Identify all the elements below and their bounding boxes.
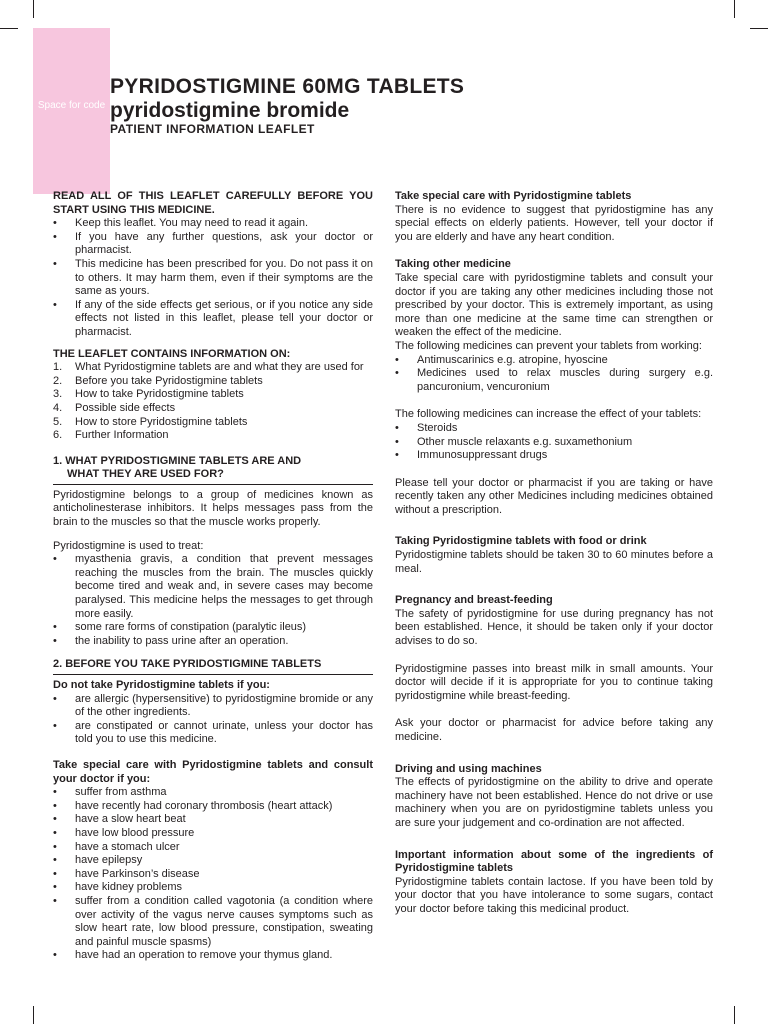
- code-placeholder-box: [33, 28, 110, 194]
- list-item: • Antimuscarinics e.g. atropine, hyoscine: [395, 353, 608, 366]
- increase-intro: The following medicines can increase the effect of your tablets:: [395, 408, 702, 421]
- list-item: • This medicine has been prescribed for you. Do not pass it on to others. It may harm them, even if their symptoms are the same as yours.: [53, 257, 373, 298]
- elderly-text: There is no evidence to suggest that pyridostigmine has any special effects on elderly patients. However, tell your doctor if you are elderly and have any heart condition.: [395, 203, 713, 243]
- crop-mark-bottom-left: [33, 1006, 34, 1024]
- list-item: 2. Before you take Pyridostigmine tablets: [53, 374, 263, 387]
- list-item: • have a stomach ulcer: [53, 840, 180, 853]
- list-item: • are constipated or cannot urinate, unless your doctor has told you to use this medicine.: [53, 719, 373, 746]
- list-item: • Other muscle relaxants e.g. suxamethonium: [395, 435, 633, 448]
- leaflet-type: PATIENT INFORMATION LEAFLET: [110, 122, 315, 136]
- food-drink-heading: Taking Pyridostigmine tablets with food or drink: [395, 535, 647, 548]
- other-medicine-text: Take special care with pyridostigmine tablets and consult your doctor if you are taking any other medicines including those not prescribed by your doctor. This is extremely important, as using more than one medicine at the same time can strengthen or weaken the effect of the medicine.: [395, 271, 713, 339]
- list-item: • have recently had coronary thrombosis (heart attack): [53, 799, 333, 812]
- list-item: 6. Further Information: [53, 429, 169, 442]
- special-care-list: [53, 786, 373, 963]
- list-item: • are allergic (hypersensitive) to pyridostigmine bromide or any of the other ingredients.: [53, 692, 373, 719]
- increase-list: [395, 422, 713, 463]
- section1-heading: 1. WHAT PYRIDOSTIGMINE TABLETS ARE AND WHAT THEY ARE USED FOR?: [53, 455, 373, 485]
- intro-bullet-list: [53, 217, 373, 339]
- special-care-heading: Take special care with Pyridostigmine tablets and consult your doctor if you:: [53, 758, 373, 785]
- list-item: • have a slow heart beat: [53, 813, 186, 826]
- list-item: 5. How to store Pyridostigmine tablets: [53, 415, 248, 428]
- list-item: • Immunosuppressant drugs: [395, 449, 548, 462]
- pregnancy-text-1: The safety of pyridostigmine for use during pregnancy has not been established. Hence, it should be taken only if your doctor advises to do so.: [395, 607, 713, 648]
- list-item: • Medicines used to relax muscles during surgery e.g. pancuronium, vencuronium: [395, 367, 713, 393]
- contents-list: [53, 361, 373, 443]
- list-item: • have kidney problems: [53, 881, 183, 894]
- prevent-list: [395, 354, 713, 395]
- ingredients-text: Pyridostigmine tablets contain lactose. If you have been told by your doctor that you have intolerance to some sugars, contact your doctor before taking this medicinal product.: [395, 875, 713, 915]
- elderly-heading: Take special care with Pyridostigmine tablets: [395, 190, 632, 202]
- driving-heading: Driving and using machines: [395, 762, 542, 775]
- contents-heading: THE LEAFLET CONTAINS INFORMATION ON:: [53, 347, 291, 360]
- tell-doctor-text: Please tell your doctor or pharmacist if you are taking or have recently taken any other Medicines including medicines obtained without a prescription.: [395, 476, 713, 516]
- crop-mark-top-right: [734, 0, 735, 18]
- ingredients-heading: Important information about some of the ingredients of Pyridostigmine tablets: [395, 848, 713, 875]
- list-item: • some rare forms of constipation (paralytic ileus): [53, 621, 307, 634]
- crop-mark-right-top: [750, 28, 768, 29]
- do-not-take-heading: Do not take Pyridostigmine tablets if you:: [53, 679, 270, 691]
- code-placeholder-label: Space for code: [37, 100, 106, 111]
- food-drink-text: Pyridostigmine tablets should be taken 30 to 60 minutes before a meal.: [395, 549, 713, 575]
- list-item: • have epilepsy: [53, 854, 143, 867]
- pregnancy-text-2: Pyridostigmine passes into breast milk in small amounts. Your doctor will decide if it is appropriate for you to continue taking pyridostigmine while breast-feeding.: [395, 662, 713, 702]
- pregnancy-heading: Pregnancy and breast-feeding: [395, 594, 553, 607]
- list-item: • the inability to pass urine after an operation.: [53, 634, 289, 647]
- right-column: [395, 190, 713, 917]
- section1-para2: Pyridostigmine is used to treat:: [53, 539, 204, 552]
- crop-mark-top-left: [33, 0, 34, 18]
- intro-heading: READ ALL OF THIS LEAFLET CAREFULLY BEFORE YOU START USING THIS MEDICINE.: [53, 190, 373, 216]
- list-item: • have Parkinson’s disease: [53, 867, 200, 880]
- driving-text: The effects of pyridostigmine on the ability to drive and operate machinery have not been established. Hence do not drive or use machinery when you are on pyridostigmine tablets unless you are sure your judgement and co-ordination are not affected.: [395, 776, 713, 829]
- list-item: 4. Possible side effects: [53, 401, 176, 414]
- list-item: 3. How to take Pyridostigmine tablets: [53, 388, 244, 401]
- prevent-intro: The following medicines can prevent your tablets from working:: [395, 339, 702, 352]
- list-item: • suffer from a condition called vagotonia (a condition where over activity of the vagus nerve causes symptoms such as slow heart rate, low blood pressure, constipation, sweating and painful muscle spasms): [53, 894, 373, 948]
- product-subtitle: pyridostigmine bromide: [110, 99, 350, 122]
- list-item: • If you have any further questions, ask your doctor or pharmacist.: [53, 230, 373, 257]
- crop-mark-left-top: [0, 28, 18, 29]
- product-title: PYRIDOSTIGMINE 60MG TABLETS: [110, 75, 465, 98]
- list-item: • suffer from asthma: [53, 786, 167, 799]
- do-not-take-list: [53, 693, 373, 747]
- list-item: • myasthenia gravis, a condition that prevent messages reaching the muscles from the brain. The muscles quickly become tired and weak and, in severe cases may become paralysed. This medicine helps the messages to get through more easily.: [53, 553, 373, 620]
- section1-para1: Pyridostigmine belongs to a group of medicines known as anticholinesterase inhibitors. It helps messages pass from the brain to the muscles so that the muscle works properly.: [53, 488, 373, 529]
- section1-bullet-list: [53, 553, 373, 648]
- section2-heading: 2. BEFORE YOU TAKE PYRIDOSTIGMINE TABLETS: [53, 658, 373, 675]
- list-item: • Steroids: [395, 421, 458, 434]
- other-medicine-heading: Taking other medicine: [395, 258, 511, 271]
- list-item: • have had an operation to remove your thymus gland.: [53, 949, 333, 962]
- crop-mark-bottom-right: [734, 1006, 735, 1024]
- list-item: • If any of the side effects get serious, or if you notice any side effects not listed in this leaflet, please tell your doctor or pharmacist.: [53, 298, 373, 338]
- left-column: [53, 190, 373, 963]
- pregnancy-text-3: Ask your doctor or pharmacist for advice before taking any medicine.: [395, 717, 713, 743]
- list-item: 1. What Pyridostigmine tablets are and what they are used for: [53, 361, 364, 374]
- list-item: • Keep this leaflet. You may need to read it again.: [53, 217, 308, 230]
- list-item: • have low blood pressure: [53, 826, 195, 839]
